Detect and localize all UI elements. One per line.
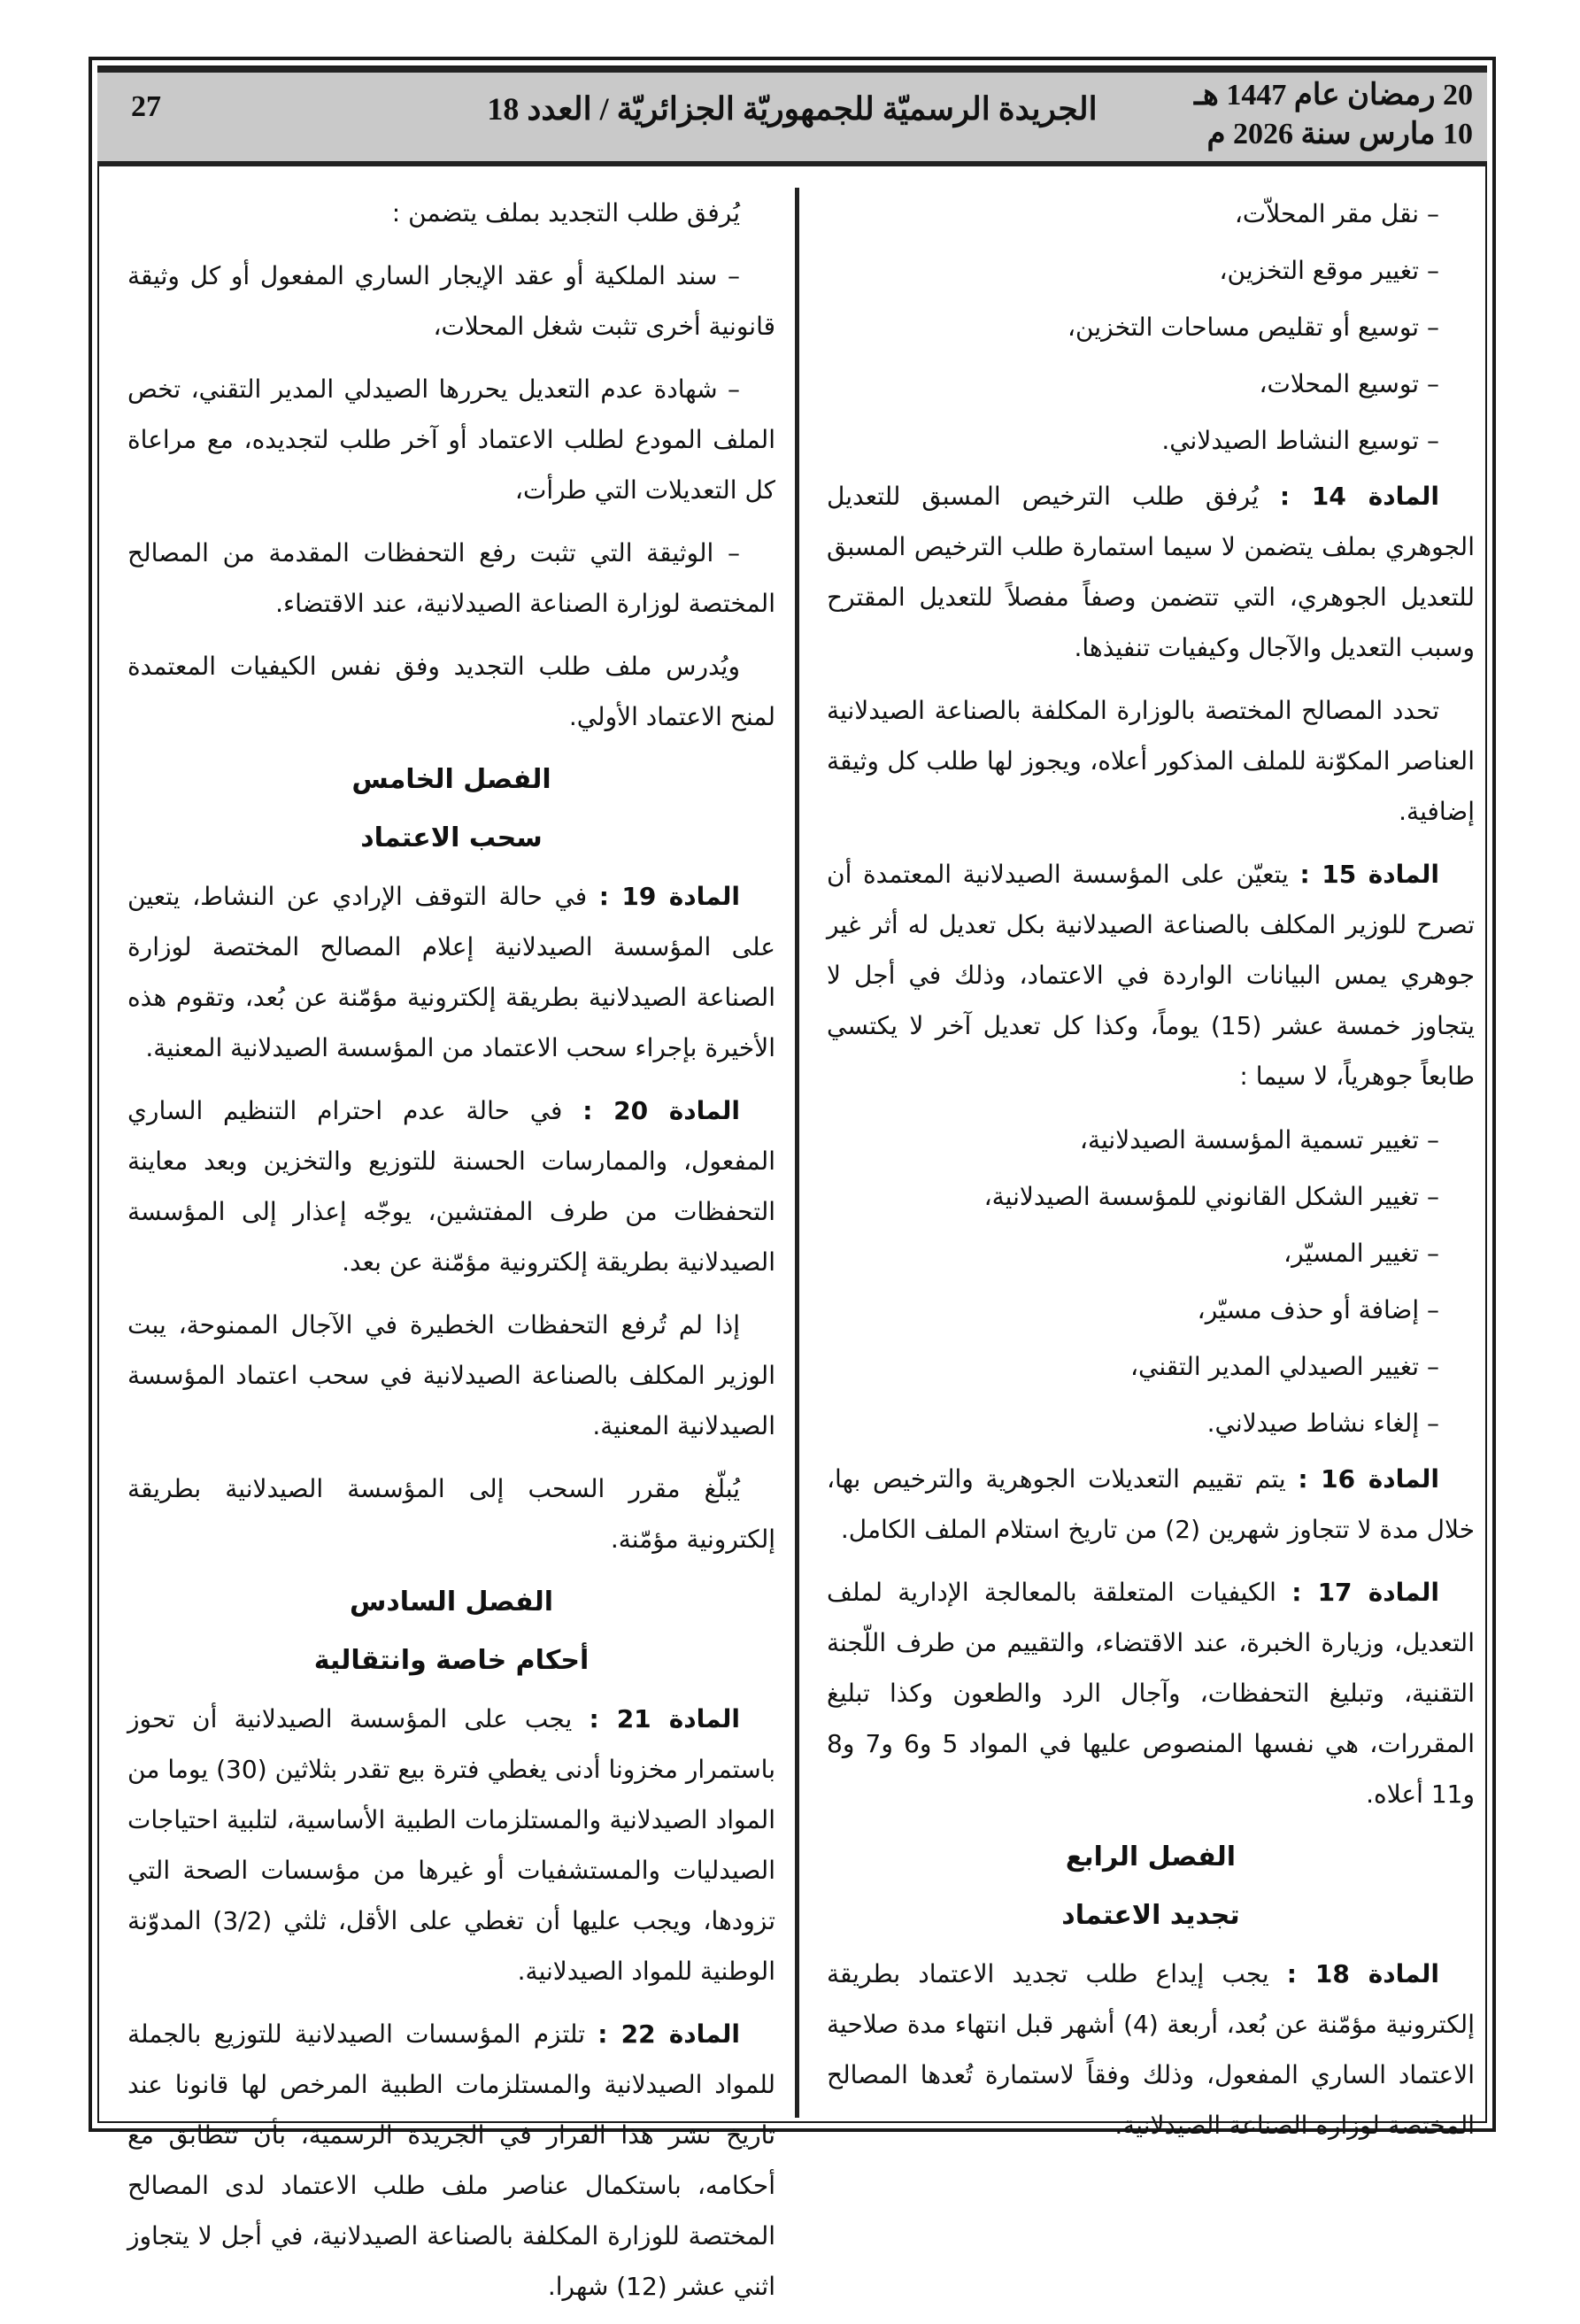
article-19 xyxy=(127,871,775,1073)
article-14 xyxy=(827,471,1475,673)
article-label: المادة 22 : xyxy=(597,2019,740,2049)
paragraph: ويُدرس ملف طلب التجديد وفق نفس الكيفيات المعتمدة لمنح الاعتماد الأولي. xyxy=(127,652,775,731)
list-item: – تغيير موقع التخزين، xyxy=(1219,256,1439,285)
article-text: يتعيّن على المؤسسة الصيدلانية المعتمدة أن تصرح للوزير المكلف بالصناعة الصيدلانية بكل تعديل له أثر غير جوهري يمس البيانات الواردة في الاعتماد، وذلك في أجل لا يتجاوز خمسة عشر (15) يوماً، وكذا كل تعديل آخر لا يكتسي طابعاً جوهرياً، لا سيما : xyxy=(827,860,1476,1091)
article-22 xyxy=(127,2009,775,2312)
article-16 xyxy=(827,1454,1475,1555)
article-15 xyxy=(827,849,1475,1101)
article-20 xyxy=(127,1085,775,1287)
article-17 xyxy=(827,1567,1475,1819)
article-text: في حالة التوقف الإرادي عن النشاط، يتعين على المؤسسة الصيدلانية إعلام المصالح المختصة لوزارة الصناعة الصيدلانية بطريقة إلكترونية مؤمّنة عن بُعد، وتقوم هذه الأخيرة بإجراء سحب الاعتماد من المؤسسة الصيدلانية المعنية. xyxy=(127,882,775,1062)
article-label: المادة 17 : xyxy=(1291,1578,1440,1607)
chapter-heading: الفصل الخامس xyxy=(351,764,551,795)
list-item: – تغيير تسمية المؤسسة الصيدلانية، xyxy=(1079,1125,1439,1154)
list-item: – سند الملكية أو عقد الإيجار الساري المفعول أو كل وثيقة قانونية أخرى تثبت شغل المحلات، xyxy=(127,261,775,341)
list-item: – تغيير المسيّر، xyxy=(1283,1239,1439,1268)
right-column xyxy=(827,188,1475,2163)
article-label: المادة 15 : xyxy=(1299,860,1439,889)
list-item: – إلغاء نشاط صيدلاني. xyxy=(1206,1409,1439,1438)
article-21 xyxy=(127,1694,775,1996)
left-column xyxy=(127,188,775,2324)
article-label: المادة 20 : xyxy=(582,1096,740,1125)
column-divider xyxy=(795,188,799,2118)
date-gregorian: 10 مارس سنة 2026 م xyxy=(1206,118,1473,151)
list-item: – توسيع أو تقليص مساحات التخزين، xyxy=(1067,313,1439,342)
chapter-subheading: أحكام خاصة وانتقالية xyxy=(313,1645,590,1676)
list-item: – توسيع المحلات، xyxy=(1259,369,1439,398)
page-header xyxy=(97,67,1487,166)
date-hijri: 20 رمضان عام 1447 هـ xyxy=(1193,79,1473,112)
article-text: تلتزم المؤسسات الصيدلانية للتوزيع بالجملة للمواد الصيدلانية والمستلزمات الطبية المرخص لها قانونا عند تاريخ نشر هذا القرار في الجريدة الرسمية، بأن تتطابق مع أحكامه، باستكمال عناصر ملف طلب الاعتماد لدى المصالح المختصة للوزارة المكلفة بالصناعة الصيدلانية، في أجل لا يتجاوز اثني عشر (12) شهرا. xyxy=(127,2019,775,2301)
article-text: في حالة عدم احترام التنظيم الساري المفعول، والممارسات الحسنة للتوزيع والتخزين وبعد معاينة التحفظات من طرف المفتشين، يوجّه إعذار إلى المؤسسة الصيدلانية بطريقة إلكترونية مؤمّنة عن بعد. xyxy=(127,1096,775,1277)
list-item: – تغيير الصيدلي المدير التقني، xyxy=(1129,1352,1439,1381)
chapter-subheading: تجديد الاعتماد xyxy=(1061,1900,1240,1931)
list-item: – الوثيقة التي تثبت رفع التحفظات المقدمة من المصالح المختصة لوزارة الصناعة الصيدلانية، عند الاقتضاء. xyxy=(127,538,775,618)
list-item: – توسيع النشاط الصيدلاني. xyxy=(1161,426,1439,455)
paragraph: يُرفق طلب التجديد بملف يتضمن : xyxy=(391,198,740,228)
chapter-heading: الفصل الرابع xyxy=(1065,1841,1237,1872)
article-text: يُرفق طلب الترخيص المسبق للتعديل الجوهري بملف يتضمن لا سيما استمارة طلب الترخيص المسبق للتعديل الجوهري، التي تتضمن وصفاً مفصلاً للتعديل المقترح وسبب التعديل والآجال وكيفيات تنفيذها. xyxy=(827,482,1475,662)
gazette-title: الجريدة الرسميّة للجمهوريّة الجزائريّة / العدد 18 xyxy=(487,91,1098,127)
list-item: – إضافة أو حذف مسيّر، xyxy=(1197,1295,1439,1324)
list-item: – شهادة عدم التعديل يحررها الصيدلي المدير التقني، تخص الملف المودع لطلب الاعتماد أو آخر طلب لتجديده، مع مراعاة كل التعديلات التي طرأت، xyxy=(127,374,775,505)
paragraph: تحدد المصالح المختصة بالوزارة المكلفة بالصناعة الصيدلانية العناصر المكوّنة للملف المذكور أعلاه، ويجوز لها طلب كل وثيقة إضافية. xyxy=(827,696,1475,826)
article-label: المادة 21 : xyxy=(589,1704,740,1733)
article-text: يجب على المؤسسة الصيدلانية أن تحوز باستمرار مخزونا أدنى يغطي فترة بيع تقدر بثلاثين (30) يوما من المواد الصيدلانية والمستلزمات الطبية الأساسية، لتلبية احتياجات الصيدليات والمستشفيات أو غيرها من مؤسسات الصحة التي تزودها، ويجب عليها أن تغطي على الأقل، ثلثي (3/2) المدوّنة الوطنية للمواد الصيدلانية. xyxy=(127,1704,775,1986)
chapter-subheading: سحب الاعتماد xyxy=(360,822,543,853)
article-text: الكيفيات المتعلقة بالمعالجة الإدارية لملف التعديل، وزيارة الخبرة، عند الاقتضاء، والتقييم من طرف اللّجنة التقنية، وتبليغ التحفظات، وآجال الرد والطعون وكذا تبليغ المقررات، هي نفسها المنصوص عليها في المواد 5 و6 و7 و8 و11 أعلاه. xyxy=(827,1578,1475,1809)
article-18 xyxy=(827,1949,1475,2150)
list-item: – تغيير الشكل القانوني للمؤسسة الصيدلانية، xyxy=(983,1182,1439,1211)
page-number: 27 xyxy=(131,90,161,123)
paragraph: يُبلّغ مقرر السحب إلى المؤسسة الصيدلانية بطريقة إلكترونية مؤمّنة. xyxy=(127,1474,775,1554)
article-text: يتم تقييم التعديلات الجوهرية والترخيص بها، خلال مدة لا تتجاوز شهرين (2) من تاريخ استلام الملف الكامل. xyxy=(827,1464,1475,1544)
paragraph: إذا لم تُرفع التحفظات الخطيرة في الآجال الممنوحة، يبت الوزير المكلف بالصناعة الصيدلانية في سحب اعتماد المؤسسة الصيدلانية المعنية. xyxy=(127,1310,775,1440)
chapter-heading: الفصل السادس xyxy=(349,1587,554,1618)
article-label: المادة 16 : xyxy=(1298,1464,1439,1494)
article-text: يجب إيداع طلب تجديد الاعتماد بطريقة إلكترونية مؤمّنة عن بُعد، أربعة (4) أشهر قبل انتهاء مدة صلاحية الاعتماد الساري المفعول، وذلك وفقاً لاستمارة تُعدها المصالح المختصة لوزارة الصناعة الصيدلانية. xyxy=(827,1959,1475,2140)
article-label: المادة 14 : xyxy=(1279,482,1440,511)
list-item: – نقل مقر المحلاّت، xyxy=(1234,199,1439,228)
article-label: المادة 18 : xyxy=(1286,1959,1439,1988)
article-label: المادة 19 : xyxy=(598,882,741,911)
